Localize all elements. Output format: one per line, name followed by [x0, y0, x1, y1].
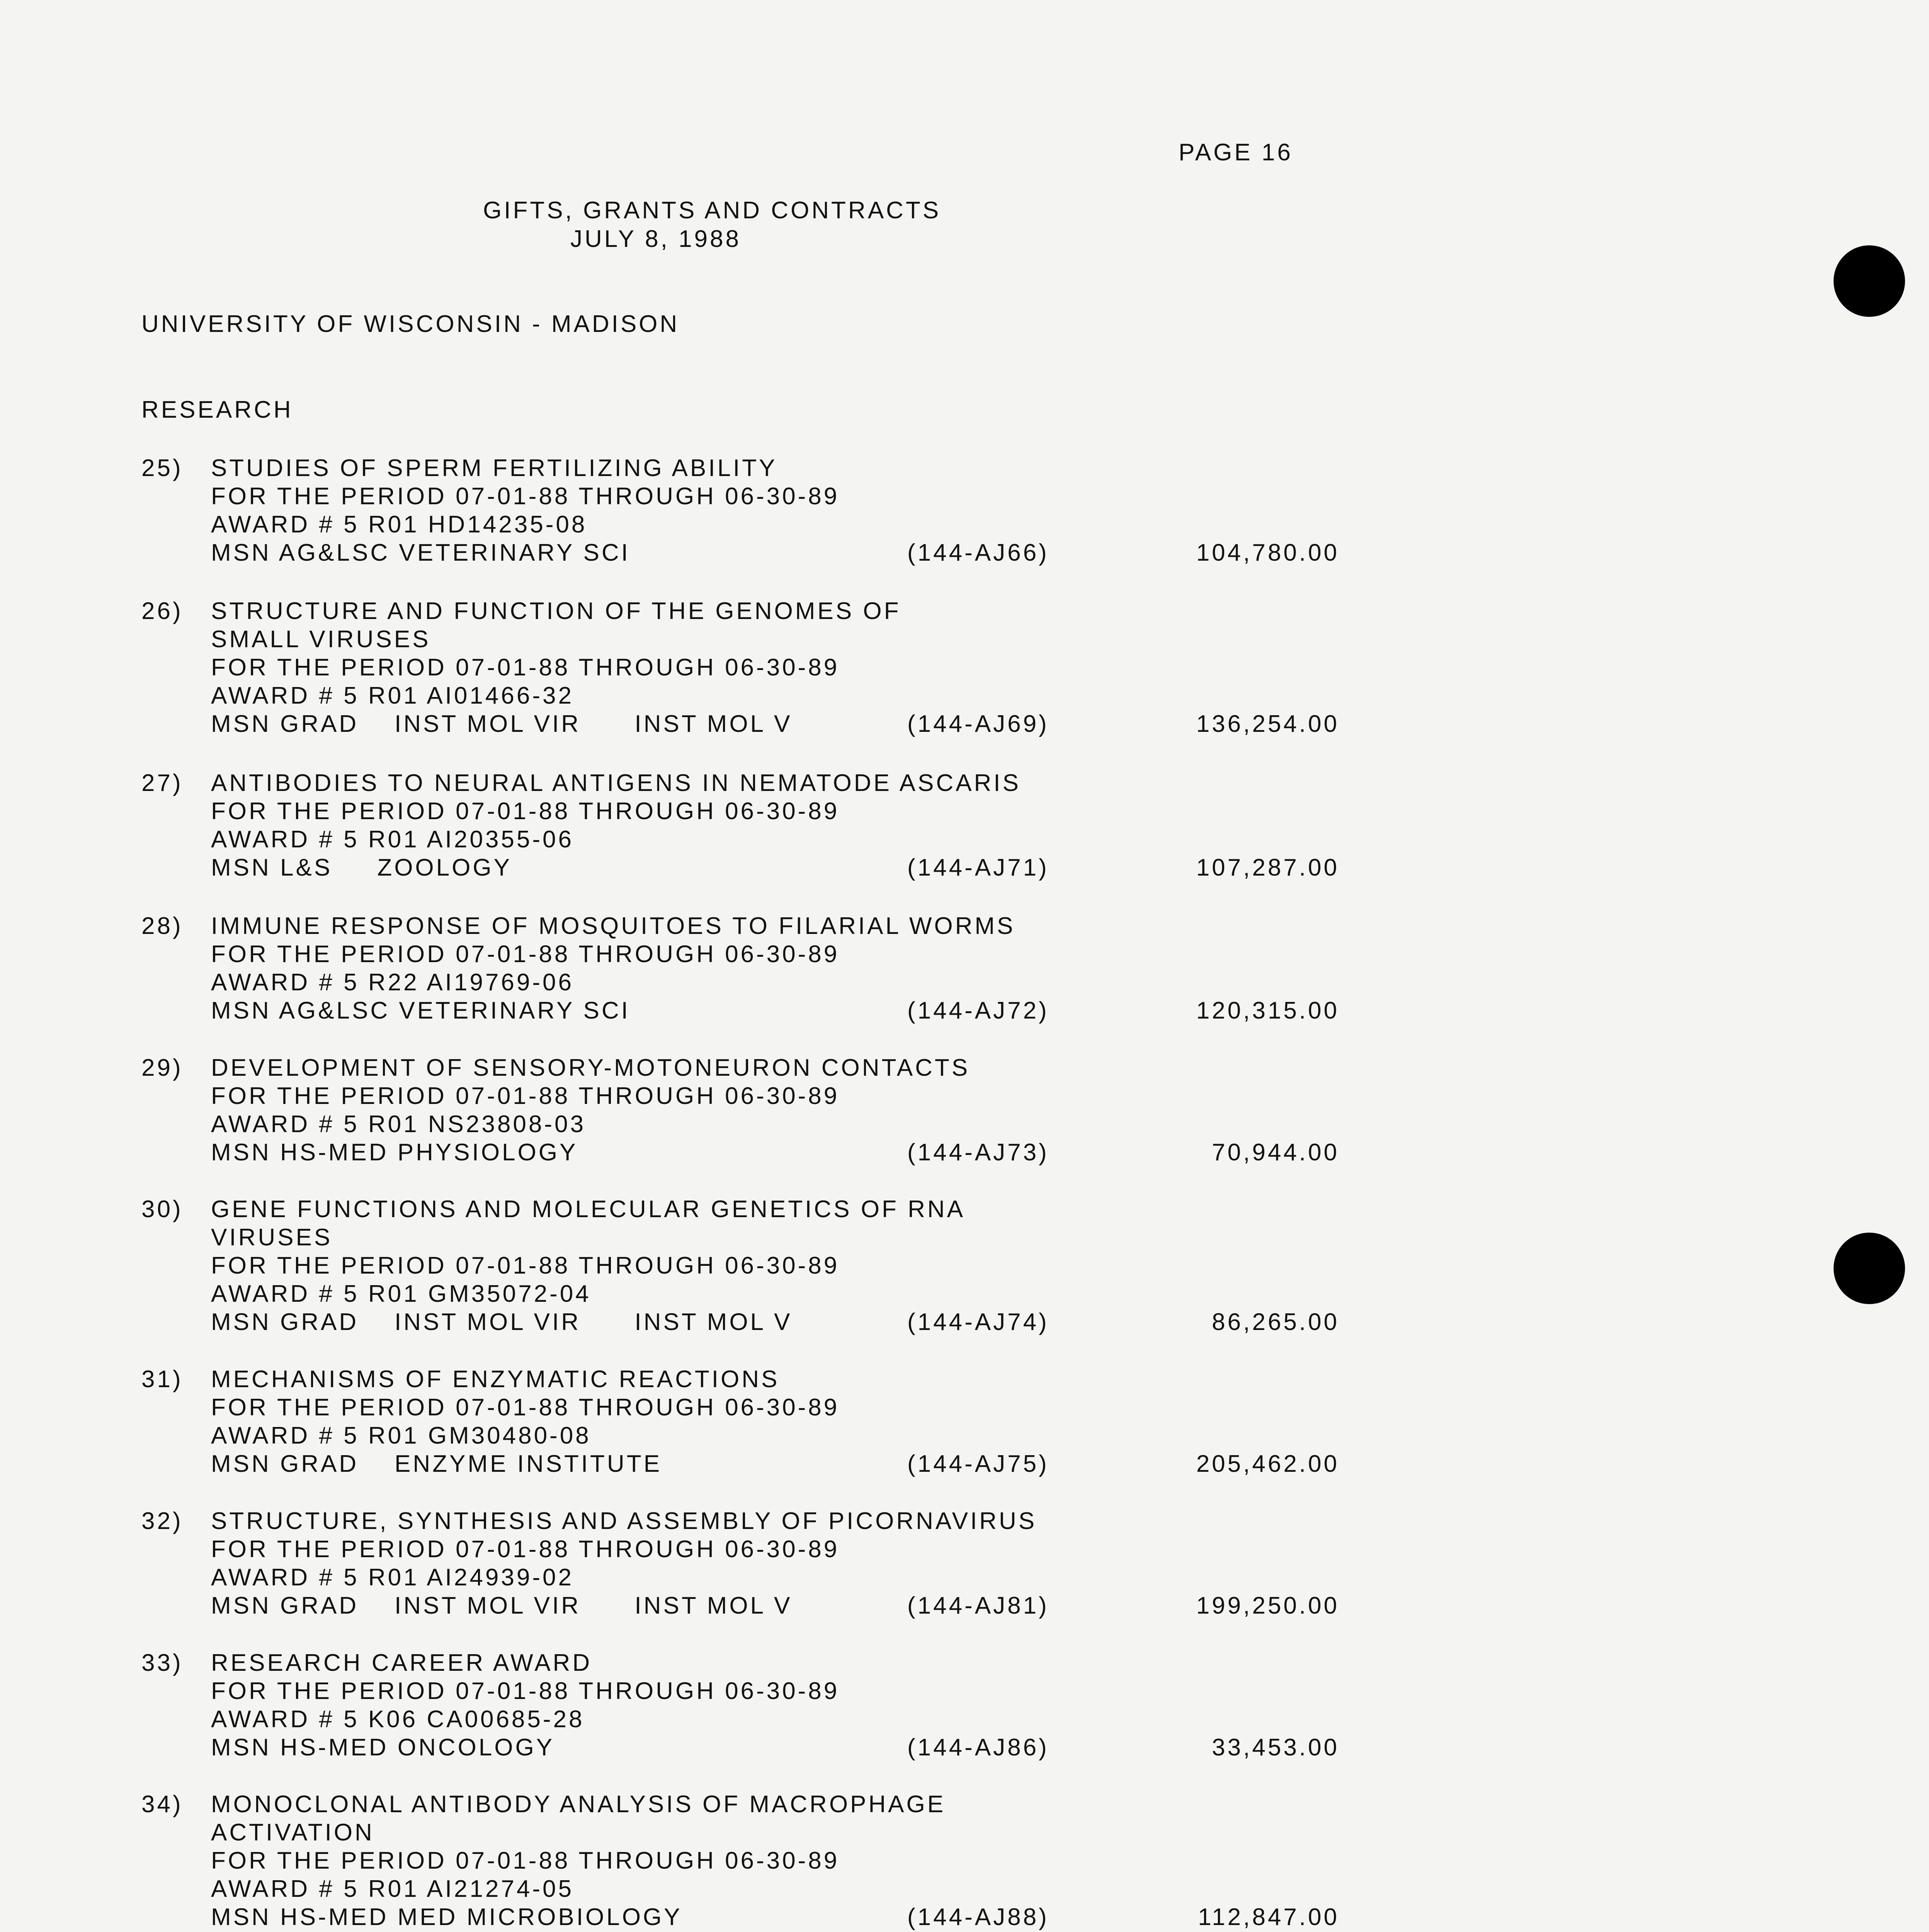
entry-account: (144-AJ69): [907, 711, 1049, 737]
institution-heading: UNIVERSITY OF WISCONSIN - MADISON: [141, 311, 680, 337]
entry-line: AWARD # 5 R22 AI19769-06: [211, 969, 574, 996]
entry-amount: 199,250.00: [1196, 1592, 1339, 1619]
entry-line: STUDIES OF SPERM FERTILIZING ABILITY: [211, 455, 777, 481]
entry-department: MSN GRAD INST MOL VIR INST MOL V: [211, 1309, 793, 1335]
entry-line: IMMUNE RESPONSE OF MOSQUITOES TO FILARIAL WORMS: [211, 913, 1016, 939]
grant-entry: [141, 1365, 1339, 1478]
entry-number: 25): [141, 455, 183, 481]
entry-amount: 104,780.00: [1196, 539, 1339, 566]
entry-number: 30): [141, 1196, 183, 1223]
entry-line: ANTIBODIES TO NEURAL ANTIGENS IN NEMATODE ASCARIS: [211, 770, 1021, 796]
entry-account: (144-AJ71): [907, 854, 1049, 881]
entry-line: RESEARCH CAREER AWARD: [211, 1650, 592, 1676]
entry-line: FOR THE PERIOD 07-01-88 THROUGH 06-30-89: [211, 1536, 840, 1563]
page-number: PAGE 16: [1179, 139, 1293, 166]
entry-department: MSN AG&LSC VETERINARY SCI: [211, 997, 630, 1024]
entry-number: 28): [141, 913, 183, 939]
entry-number: 31): [141, 1366, 183, 1393]
entry-line: AWARD # 5 R01 GM30480-08: [211, 1422, 591, 1449]
entry-department: MSN GRAD INST MOL VIR INST MOL V: [211, 711, 793, 737]
entry-department: MSN GRAD INST MOL VIR INST MOL V: [211, 1592, 793, 1619]
entry-account: (144-AJ81): [907, 1592, 1049, 1619]
entry-line: GENE FUNCTIONS AND MOLECULAR GENETICS OF RNA: [211, 1196, 965, 1223]
entry-line: AWARD # 5 R01 HD14235-08: [211, 511, 587, 538]
entry-amount: 86,265.00: [1212, 1309, 1339, 1335]
grant-entry: [141, 454, 1339, 567]
entry-line: FOR THE PERIOD 07-01-88 THROUGH 06-30-89: [211, 941, 840, 968]
entry-amount: 70,944.00: [1212, 1139, 1339, 1166]
grant-entry: [141, 1054, 1339, 1167]
entry-account: (144-AJ74): [907, 1309, 1049, 1335]
entry-number: 32): [141, 1508, 183, 1534]
grant-entry: [141, 1195, 1339, 1336]
grant-entry: [141, 769, 1339, 882]
entry-amount: 136,254.00: [1196, 711, 1339, 737]
binder-hole-top: [1834, 245, 1905, 317]
entry-line: SMALL VIRUSES: [211, 626, 431, 653]
entry-account: (144-AJ72): [907, 997, 1049, 1024]
entry-account: (144-AJ75): [907, 1451, 1049, 1477]
entry-amount: 107,287.00: [1196, 854, 1339, 881]
entry-account: (144-AJ73): [907, 1139, 1049, 1166]
grant-entry: [141, 1507, 1339, 1620]
entry-line: AWARD # 5 R01 AI21274-05: [211, 1876, 574, 1902]
entry-line: AWARD # 5 K06 CA00685-28: [211, 1706, 585, 1733]
entry-department: MSN L&S ZOOLOGY: [211, 854, 512, 881]
entry-line: ACTIVATION: [211, 1819, 374, 1846]
entry-line: FOR THE PERIOD 07-01-88 THROUGH 06-30-89: [211, 798, 840, 825]
entry-line: FOR THE PERIOD 07-01-88 THROUGH 06-30-89: [211, 1678, 840, 1704]
entry-number: 29): [141, 1054, 183, 1081]
entry-line: MECHANISMS OF ENZYMATIC REACTIONS: [211, 1366, 780, 1393]
entry-line: AWARD # 5 R01 AI20355-06: [211, 826, 574, 853]
entry-line: DEVELOPMENT OF SENSORY-MOTONEURON CONTACTS: [211, 1054, 970, 1081]
entry-account: (144-AJ88): [907, 1904, 1049, 1930]
entry-line: STRUCTURE, SYNTHESIS AND ASSEMBLY OF PICORNAVIRUS: [211, 1508, 1037, 1534]
entry-line: FOR THE PERIOD 07-01-88 THROUGH 06-30-89: [211, 483, 840, 510]
grant-entry: [141, 912, 1339, 1025]
entry-line: FOR THE PERIOD 07-01-88 THROUGH 06-30-89: [211, 1083, 840, 1109]
entry-number: 34): [141, 1791, 183, 1818]
entry-department: MSN HS-MED MED MICROBIOLOGY: [211, 1904, 682, 1930]
entry-line: FOR THE PERIOD 07-01-88 THROUGH 06-30-89: [211, 1252, 840, 1279]
entry-line: VIRUSES: [211, 1224, 333, 1251]
entry-line: AWARD # 5 R01 GM35072-04: [211, 1281, 591, 1307]
section-heading: RESEARCH: [141, 396, 293, 423]
entry-line: MONOCLONAL ANTIBODY ANALYSIS OF MACROPHAGE: [211, 1791, 946, 1818]
entry-account: (144-AJ66): [907, 539, 1049, 566]
entry-line: FOR THE PERIOD 07-01-88 THROUGH 06-30-89: [211, 1847, 840, 1874]
entry-department: MSN GRAD ENZYME INSTITUTE: [211, 1451, 662, 1477]
grant-entry: [141, 597, 1339, 738]
document-title: GIFTS, GRANTS AND CONTRACTS: [483, 197, 941, 224]
entry-line: AWARD # 5 R01 AI24939-02: [211, 1564, 574, 1591]
document-date: JULY 8, 1988: [570, 226, 741, 252]
entry-department: MSN AG&LSC VETERINARY SCI: [211, 539, 630, 566]
entry-department: MSN HS-MED ONCOLOGY: [211, 1734, 555, 1761]
entry-line: AWARD # 5 R01 AI01466-32: [211, 682, 574, 709]
entry-line: FOR THE PERIOD 07-01-88 THROUGH 06-30-89: [211, 654, 840, 681]
binder-hole-middle: [1834, 1233, 1905, 1304]
entry-line: AWARD # 5 R01 NS23808-03: [211, 1111, 586, 1138]
entry-number: 26): [141, 598, 183, 624]
entry-amount: 112,847.00: [1198, 1904, 1339, 1930]
entry-department: MSN HS-MED PHYSIOLOGY: [211, 1139, 578, 1166]
entry-line: FOR THE PERIOD 07-01-88 THROUGH 06-30-89: [211, 1394, 840, 1421]
entry-account: (144-AJ86): [907, 1734, 1049, 1761]
entry-number: 33): [141, 1650, 183, 1676]
entry-amount: 205,462.00: [1196, 1451, 1339, 1477]
entry-line: STRUCTURE AND FUNCTION OF THE GENOMES OF: [211, 598, 901, 624]
grant-entry: [141, 1649, 1339, 1762]
entry-number: 27): [141, 770, 183, 796]
entry-amount: 120,315.00: [1196, 997, 1339, 1024]
entry-amount: 33,453.00: [1212, 1734, 1339, 1761]
grant-entry: [141, 1790, 1339, 1931]
